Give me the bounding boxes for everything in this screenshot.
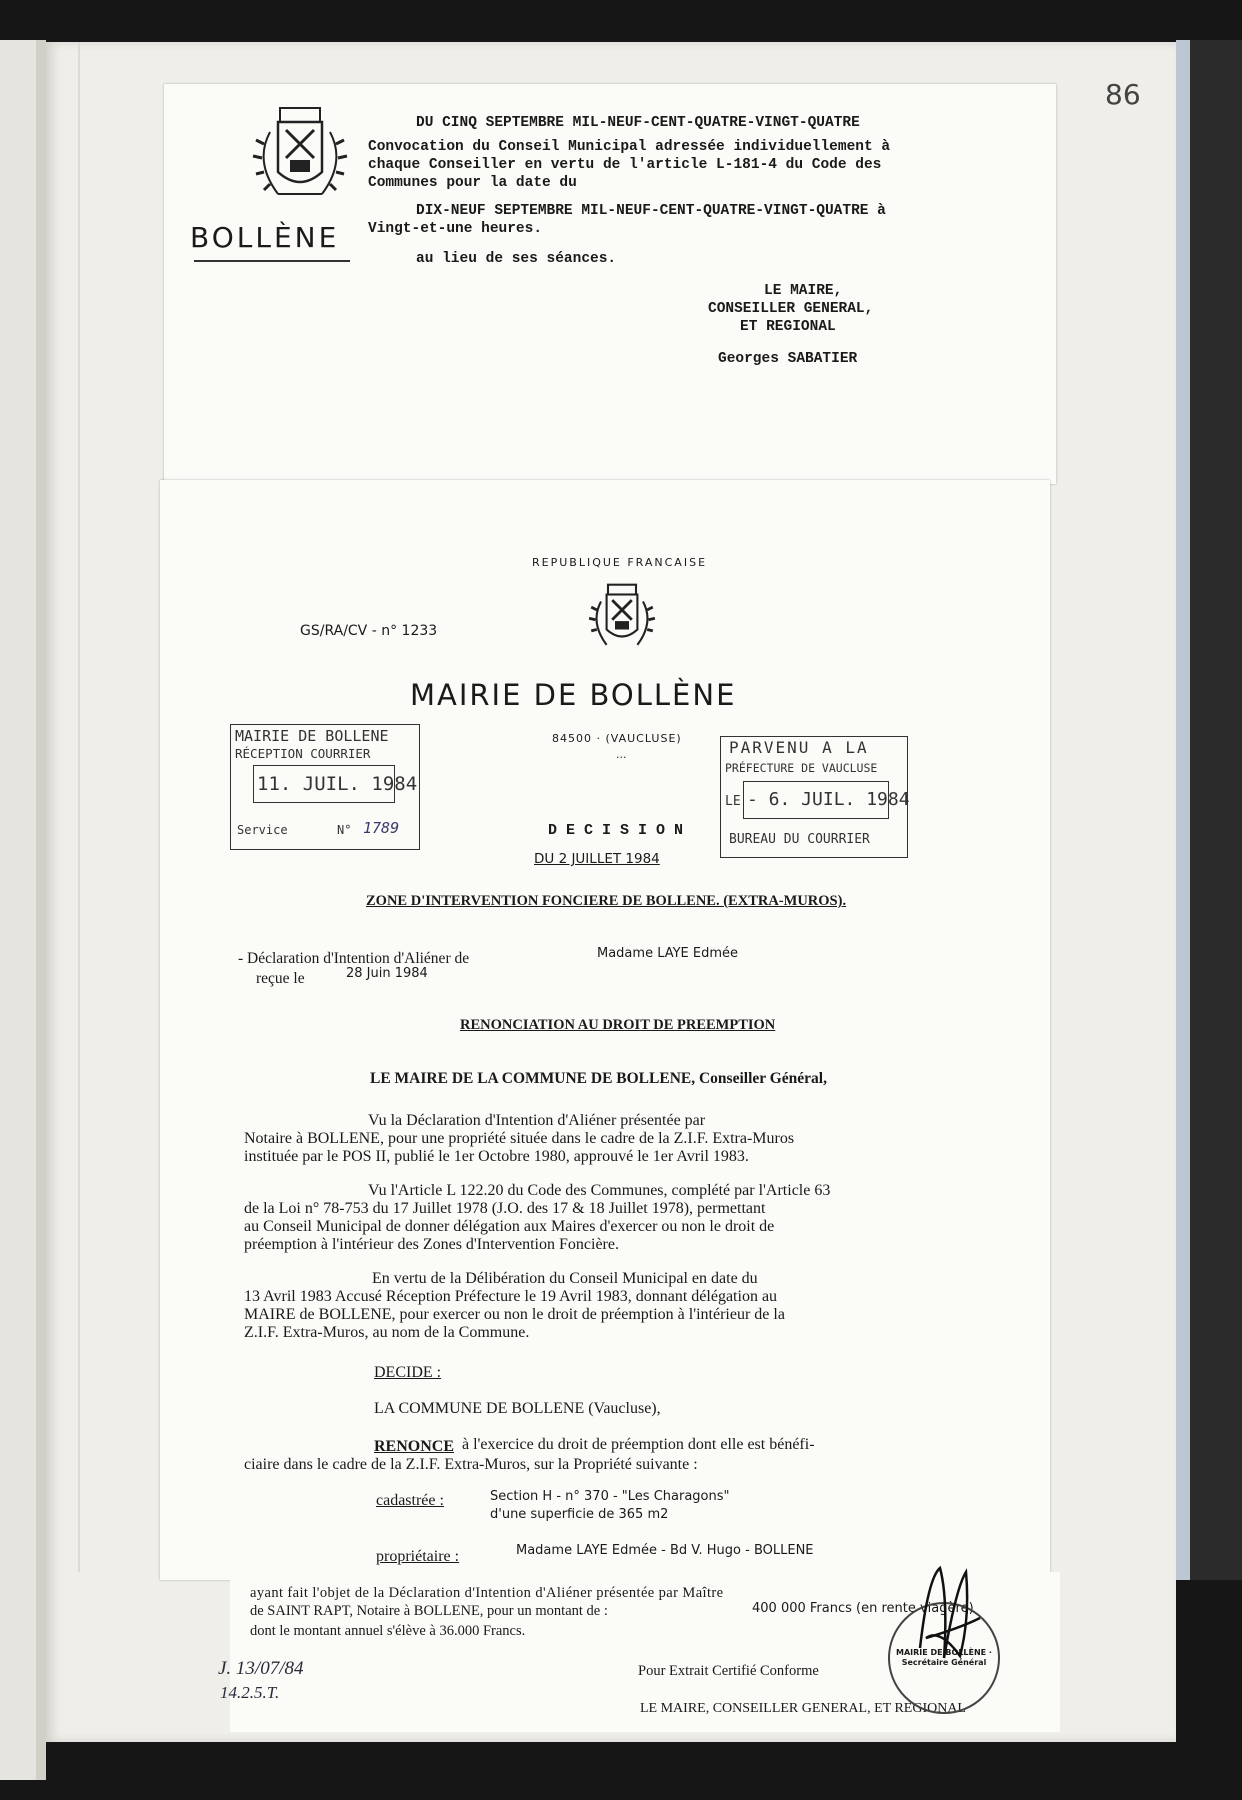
extract-text: dont le montant annuel s'élève à 36.000 Francs. [250,1623,526,1639]
renonce-label: RENONCE [374,1438,455,1455]
mairie-title: MAIRIE DE BOLLÈNE [410,678,737,712]
page-edge [1176,40,1190,1580]
stamp-text: RÉCEPTION COURRIER [235,746,371,761]
page-number: 86 [1105,78,1141,111]
renonciation-title: RENONCIATION AU DROIT DE PREEMPTION [460,1017,776,1033]
vu-paragraph-line: Vu l'Article L 122.20 du Code des Communes, complété par l'Article 63 [368,1182,831,1199]
convocation-sheet [164,84,1056,484]
stamp-le-label: LE [725,794,741,809]
mairie-crest-icon [580,580,664,658]
declarant-name: Madame LAYE Edmée [597,946,739,961]
brand-underline [194,260,350,262]
reference-number: GS/RA/CV - n° 1233 [300,623,438,639]
stamp-number-label: N° [337,823,352,837]
decide-label: DECIDE : [374,1364,442,1381]
meeting-place: au lieu de ses séances. [416,251,617,267]
proprietaire-value: Madame LAYE Edmée - Bd V. Hugo - BOLLENE [516,1543,814,1558]
stamp-date: - 6. JUIL. 1984 [747,789,910,810]
extract-amount: 400 000 Francs (en rente viagère) [752,1601,974,1616]
vertu-paragraph-line: 13 Avril 1983 Accusé Réception Préfecture le 19 Avril 1983, donnant délégation au [244,1288,778,1305]
convocation-text: chaque Conseiller en vertu de l'article L-181-4 du Code des [368,157,882,173]
stamp-text: PARVENU A LA [729,738,869,757]
vu-paragraph-line: Notaire à BOLLENE, pour une propriété située dans le cadre de la Z.I.F. Extra-Muros [244,1130,795,1147]
stamp-handwritten-number: 1789 [363,819,400,837]
cadastre-area: d'une superficie de 365 m2 [490,1507,669,1522]
signature-title: ET REGIONAL [740,319,836,335]
stamp-text: MAIRIE DE BOLLENE [235,727,389,745]
decision-date: DU 2 JUILLET 1984 [534,851,660,867]
received-label: reçue le [256,970,305,987]
vu-paragraph-line: de la Loi n° 78-753 du 17 Juillet 1978 (J.O. des 17 & 18 Juillet 1978), permettant [244,1200,766,1217]
binder-spine [36,40,46,1780]
signature-title: CONSEILLER GENERAL, [708,301,874,317]
vu-paragraph-line: préemption à l'intérieur des Zones d'Intervention Foncière. [244,1236,619,1253]
bollene-crest-icon [240,102,360,212]
received-date: 28 Juin 1984 [346,966,428,981]
convocation-text: Communes pour la date du [368,175,577,191]
brand-name: BOLLÈNE [190,221,340,254]
proprietaire-label: propriétaire : [376,1548,460,1565]
certification-text: Pour Extrait Certifié Conforme [638,1663,819,1679]
cadastre-section: Section H - n° 370 - "Les Charagons" [490,1489,730,1504]
meeting-date: DIX-NEUF SEPTEMBRE MIL-NEUF-CENT-QUATRE-VINGT-QUATRE à [416,203,886,219]
prefecture-stamp [720,736,908,858]
stamp-date: 11. JUIL. 1984 [257,773,418,795]
extract-text: ayant fait l'objet de la Déclaration d'Intention d'Aliéner présentée par Maître [250,1585,724,1601]
stamp-text: BUREAU DU COURRIER [729,832,870,847]
convocation-date: DU CINQ SEPTEMBRE MIL-NEUF-CENT-QUATRE-VINGT-QUATRE [416,115,860,131]
declaration-label: - Déclaration d'Intention d'Aliéner de [238,950,470,967]
handwritten-note: 14.2.5.T. [220,1683,280,1702]
seal-text: MAIRIE DE BOLLÈNE · Secrétaire Général [896,1648,992,1667]
meeting-time: Vingt-et-une heures. [368,221,543,237]
maire-heading: LE MAIRE DE LA COMMUNE DE BOLLENE, Conseiller Général, [370,1070,827,1087]
vertu-paragraph-line: En vertu de la Délibération du Conseil Municipal en date du [372,1270,758,1287]
postal-address: 84500 · (VAUCLUSE) [552,732,682,745]
cadastree-label: cadastrée : [376,1492,444,1509]
page-fold [78,42,80,1572]
vu-paragraph-line: instituée par le POS II, publié le 1er Octobre 1980, approuvé le 1er Avril 1983. [244,1148,749,1165]
decision-title: D E C I S I O N [548,822,684,839]
reception-stamp [230,724,420,850]
signer-name: Georges SABATIER [718,351,858,367]
extract-text: de SAINT RAPT, Notaire à BOLLENE, pour un montant de : [250,1603,608,1619]
renonce-text: ciaire dans le cadre de la Z.I.F. Extra-Muros, sur la Propriété suivante : [244,1456,698,1473]
address-dots: ... [616,748,627,761]
certification-signature: LE MAIRE, CONSEILLER GENERAL, ET REGIONAL [640,1701,966,1716]
vertu-paragraph-line: MAIRE de BOLLENE, pour exercer ou non le droit de préemption à l'intérieur de la [244,1306,785,1323]
signature-scribble-icon [900,1558,990,1668]
handwritten-note: J. 13/07/84 [218,1658,304,1679]
vu-paragraph-line: au Conseil Municipal de donner délégation aux Maires d'exercer ou non le droit de [244,1218,775,1235]
vu-paragraph-line: Vu la Déclaration d'Intention d'Aliéner présentée par [368,1112,706,1129]
background-edge [1190,40,1242,1580]
signature-title: LE MAIRE, [764,283,843,299]
zone-title: ZONE D'INTERVENTION FONCIERE DE BOLLENE. (EXTRA-MUROS). [366,893,847,909]
convocation-text: Convocation du Conseil Municipal adressée individuellement à [368,139,891,155]
renonce-text: à l'exercice du droit de préemption dont elle est bénéfi- [462,1436,815,1453]
binder-left-page [0,40,36,1780]
commune-label: LA COMMUNE DE BOLLENE (Vaucluse), [374,1400,661,1417]
stamp-service-label: Service [237,823,288,837]
stamp-text: PRÉFECTURE DE VAUCLUSE [725,761,878,775]
vertu-paragraph-line: Z.I.F. Extra-Muros, au nom de la Commune. [244,1324,530,1341]
republique-header: REPUBLIQUE FRANCAISE [532,556,708,569]
decision-sheet [160,480,1050,1580]
